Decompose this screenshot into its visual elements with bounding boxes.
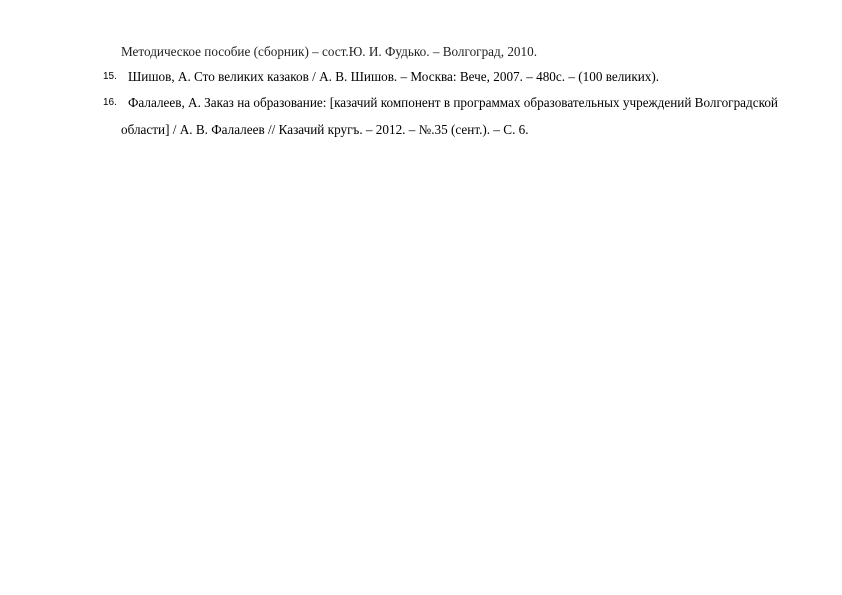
bibliography-entry-16-line-1: Фалалеев, А. Заказ на образование: [казачий компонент в программах образовательных учреждений Волгоградской [128, 95, 778, 110]
bibliography-entry-16-line-2: области] / А. В. Фалалеев // Казачий кругъ. – 2012. – №.35 (сент.). – С. 6. [121, 122, 529, 137]
entry-number: 15. [103, 71, 117, 82]
bibliography-entry-15: Шишов, А. Сто великих казаков / А. В. Шишов. – Москва: Вече, 2007. – 480с. – (100 великих). [128, 69, 660, 84]
entry-number: 16. [103, 97, 117, 108]
bibliography-entry-continuation: Методическое пособие (сборник) – сост.Ю. И. Фудько. – Волгоград, 2010. [121, 44, 538, 59]
